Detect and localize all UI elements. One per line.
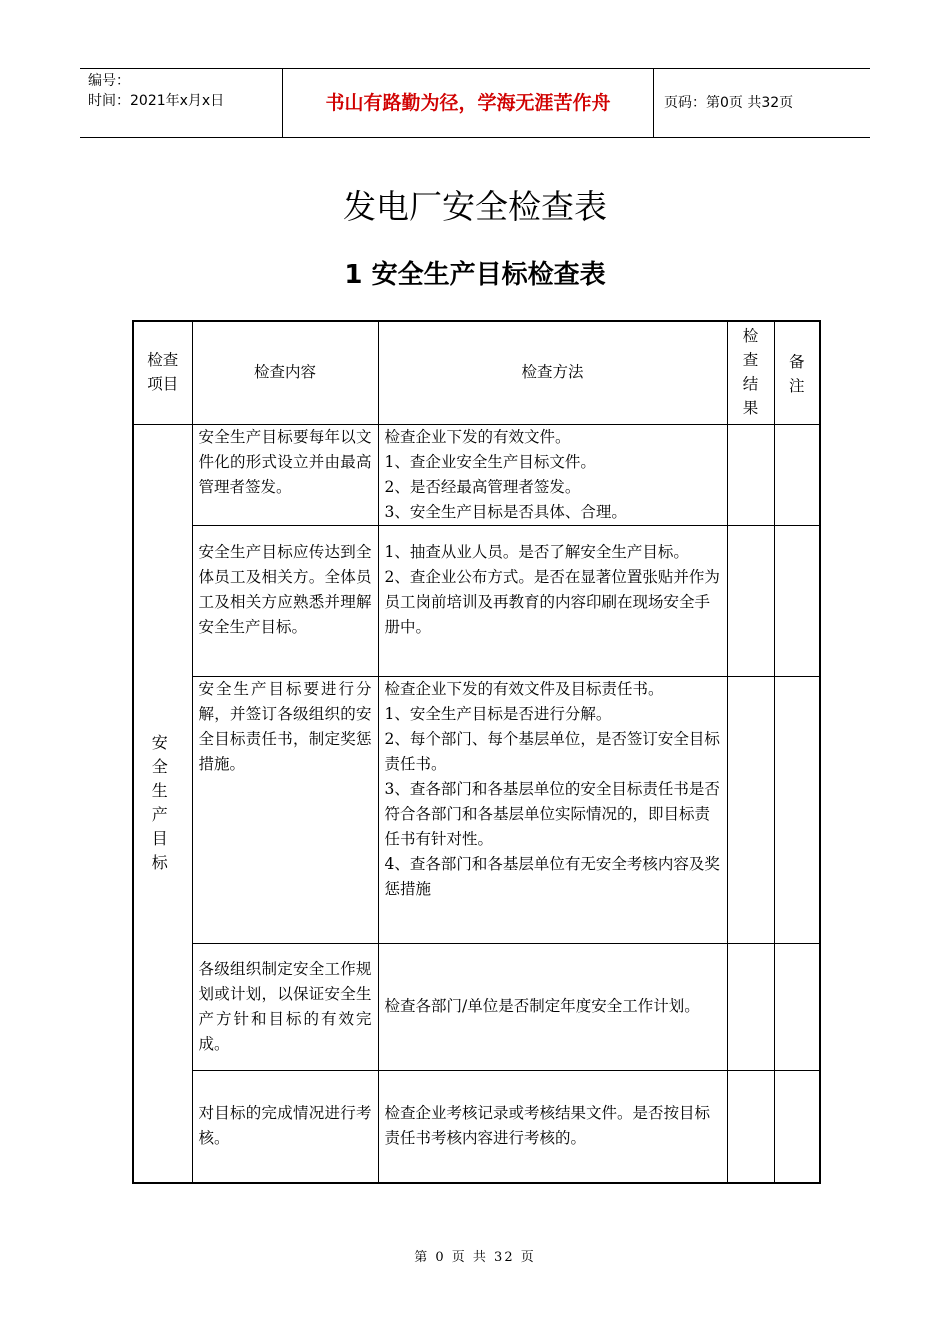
table-row bbox=[133, 943, 820, 1070]
document-date: 时间：2021年x月x日 bbox=[88, 93, 225, 109]
page-header bbox=[80, 68, 870, 138]
remark-cell[interactable] bbox=[774, 525, 820, 676]
header-item: 检查项目 bbox=[133, 321, 192, 424]
check-method: 检查企业下发的有效文件。 1、查企业安全生产目标文件。 2、是否经最高管理者签发。 3、安全生产目标是否具体、合理。 bbox=[378, 424, 727, 525]
table-row bbox=[133, 525, 820, 676]
remark-cell[interactable] bbox=[774, 676, 820, 943]
check-content: 各级组织制定安全工作规划或计划，以保证安全生产方针和目标的有效完成。 bbox=[192, 943, 378, 1070]
check-content: 安全生产目标要进行分解，并签订各级组织的安全目标责任书，制定奖惩措施。 bbox=[192, 676, 378, 943]
header-motto: 书山有路勤为径，学海无涯苦作舟 bbox=[282, 69, 654, 137]
remark-cell[interactable] bbox=[774, 424, 820, 525]
document-number: 编号： bbox=[88, 73, 130, 89]
table-header-row bbox=[133, 321, 820, 424]
check-content: 安全生产目标要每年以文件化的形式设立并由最高管理者签发。 bbox=[192, 424, 378, 525]
document-title: 发电厂安全检查表 bbox=[343, 187, 607, 226]
header-meta bbox=[80, 69, 282, 137]
result-cell[interactable] bbox=[727, 676, 774, 943]
check-method: 检查企业下发的有效文件及目标责任书。 1、安全生产目标是否进行分解。 2、每个部门、每个基层单位，是否签订安全目标责任书。 3、查各部门和各基层单位的安全目标责任书是否符合各部门和各基层单位实际情况的，即目标责任书有针对性。 4、查各部门和各基层单位有无安全考核内容及奖惩措施 bbox=[378, 676, 727, 943]
header-method: 检查方法 bbox=[378, 321, 727, 424]
header-content: 检查内容 bbox=[192, 321, 378, 424]
check-method: 检查各部门/单位是否制定年度安全工作计划。 bbox=[378, 943, 727, 1070]
check-content: 安全生产目标应传达到全体员工及相关方。全体员工及相关方应熟悉并理解安全生产目标。 bbox=[192, 525, 378, 676]
remark-cell[interactable] bbox=[774, 943, 820, 1070]
page-footer: 第 0 页 共 32 页 bbox=[414, 1250, 536, 1265]
check-method: 检查企业考核记录或考核结果文件。是否按目标责任书考核内容进行考核的。 bbox=[378, 1070, 727, 1183]
check-method: 1、抽查从业人员。是否了解安全生产目标。 2、查企业公布方式。是否在显著位置张贴并作为员工岗前培训及再教育的内容印刷在现场安全手册中。 bbox=[378, 525, 727, 676]
category-cell: 安全生产目标 bbox=[133, 424, 192, 1183]
header-result: 检查结果 bbox=[727, 321, 774, 424]
result-cell[interactable] bbox=[727, 943, 774, 1070]
header-page-number: 页码：第0页 共32页 bbox=[664, 95, 794, 111]
result-cell[interactable] bbox=[727, 1070, 774, 1183]
checklist-table bbox=[132, 320, 821, 1184]
header-remark: 备注 bbox=[774, 321, 820, 424]
table-row bbox=[133, 676, 820, 943]
table-row bbox=[133, 1070, 820, 1183]
section-title: 1 安全生产目标检查表 bbox=[344, 260, 606, 290]
result-cell[interactable] bbox=[727, 525, 774, 676]
table-row bbox=[133, 424, 820, 525]
check-content: 对目标的完成情况进行考核。 bbox=[192, 1070, 378, 1183]
result-cell[interactable] bbox=[727, 424, 774, 525]
remark-cell[interactable] bbox=[774, 1070, 820, 1183]
